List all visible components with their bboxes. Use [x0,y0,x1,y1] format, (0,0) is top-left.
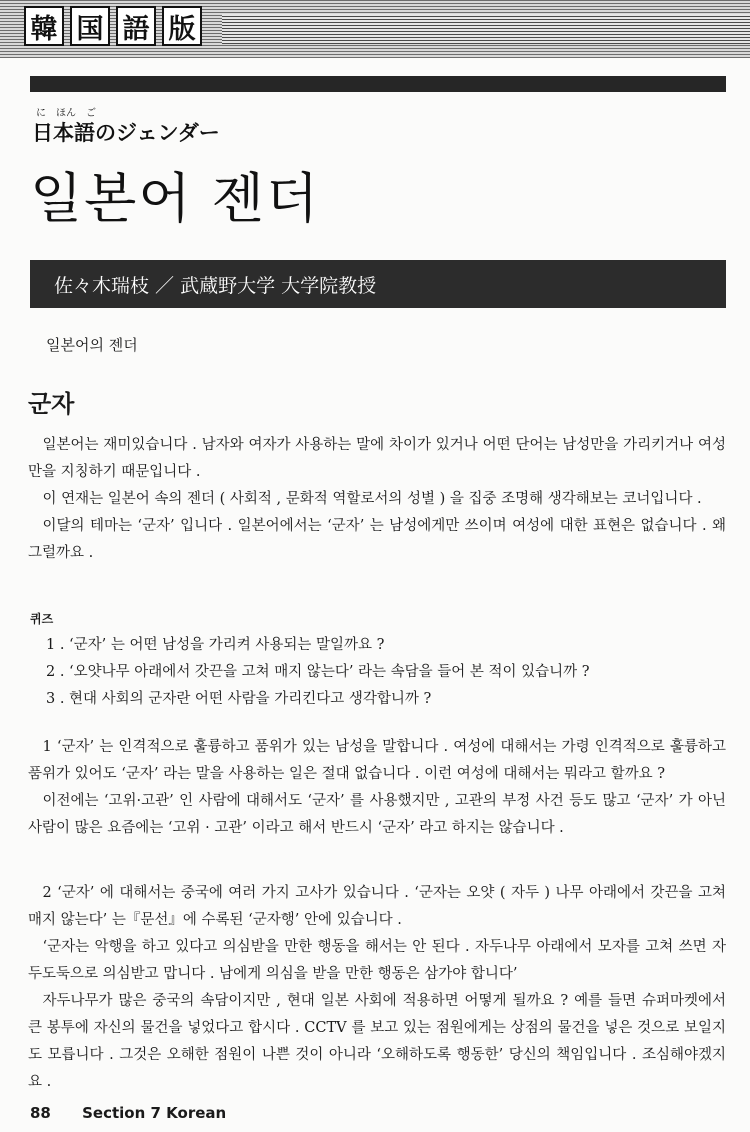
answer-2-paragraph-1: 2 ‘군자’ 에 대해서는 중국에 여러 가지 고사가 있습니다 . ‘군자는 오얏 ( 자두 ) 나무 아래에서 갓끈을 고쳐 매지 않는다’ 는『문선』에 수록된 ‘군자행’ 안에 있습니다 . [28,885,726,928]
tile-1: 韓 [24,6,64,46]
intro-paragraphs [28,432,726,567]
ruby-ni: に [36,108,46,119]
answer-1 [28,734,726,842]
japanese-title: 日本語のジェンダー [32,121,220,145]
header-band [0,0,750,58]
intro-paragraph-2: 이 연재는 일본어 속의 젠더 ( 사회적 , 문화적 역할로서의 성별 ) 을 집중 조명해 생각해보는 코너입니다 . [42,491,702,507]
ruby-hon: ほん [56,108,76,119]
language-tiles [24,6,202,46]
page-footer [30,1104,226,1122]
intro-paragraph-3: 이달의 테마는 ‘군자’ 입니다 . 일본어에서는 ‘군자’ 는 남성에게만 쓰이며 여성에 대한 표현은 없습니다 . 왜 그럴까요 . [28,518,726,561]
quiz-label: 퀴즈 [30,612,54,626]
intro-paragraph-1: 일본어는 재미있습니다 . 남자와 여자가 사용하는 말에 차이가 있거나 어떤 단어는 남성만을 가리키거나 여성만을 지칭하기 때문입니다 . [28,437,726,480]
tile-4: 版 [162,6,202,46]
tile-3: 語 [116,6,156,46]
ruby-go: ご [86,108,96,119]
answer-2-paragraph-3: 자두나무가 많은 중국의 속담이지만 , 현대 일본 사회에 적용하면 어떻게 될까요 ? 예를 들면 슈퍼마켓에서 큰 봉투에 자신의 물건을 넣었다고 합시다 . CCTV 를 보고 있는 점원에게는 상점의 물건을 넣은 것으로 보일지도 모릅니다 . 그것은 오해한 점원이 나쁜 것이 아니라 ‘오해하도록 행동한’ 당신의 책임입니다 . 조심해야겠지요 . [28,993,726,1090]
section-heading: 군자 [28,390,75,418]
subtitle: 일본어의 젠더 [46,336,138,354]
quiz-list [46,632,726,713]
author-bar: 佐々木瑞枝 ／ 武蔵野大学 大学院教授 [30,260,726,308]
answer-1-paragraph-1: 1 ‘군자’ 는 인격적으로 훌륭하고 품위가 있는 남성을 말합니다 . 여성에 대해서는 가령 인격적으로 훌륭하고 품위가 있어도 ‘군자’ 라는 말을 사용하는 일은 절대 없습니다 . 이런 여성에 대해서는 뭐라고 할까요 ? [28,739,726,782]
korean-title: 일본어 젠더 [30,167,320,230]
section-label: Section 7 Korean [82,1104,227,1122]
tile-2: 国 [70,6,110,46]
page-number: 88 [30,1104,51,1122]
quiz-item-3: 3 . 현대 사회의 군자란 어떤 사람을 가리킨다고 생각합니까 ? [46,691,432,707]
quiz-item-2: 2 . ‘오얏나무 아래에서 갓끈을 고쳐 매지 않는다’ 라는 속담을 들어 본 적이 있습니까 ? [46,664,590,680]
header-stripe-decoration [222,14,750,44]
answer-1-paragraph-2: 이전에는 ‘고위·고관’ 인 사람에 대해서도 ‘군자’ 를 사용했지만 , 고관의 부정 사건 등도 많고 ‘군자’ 가 아닌 사람이 많은 요즘에는 ‘고위 · 고관’ 이라고 해서 반드시 ‘군자’ 라고 하지는 않습니다 . [28,793,726,836]
answer-2 [28,880,726,1096]
quiz-item-1: 1 . ‘군자’ 는 어떤 남성을 가리켜 사용되는 말일까요 ? [46,637,385,653]
answer-2-paragraph-2: ‘군자는 악행을 하고 있다고 의심받을 만한 행동을 해서는 안 된다 . 자두나무 아래에서 모자를 고쳐 쓰면 자두도둑으로 의심받고 맙니다 . 남에게 의심을 받을 만한 행동은 삼가야 합니다’ [28,939,726,982]
title-rule-bar [30,76,726,92]
